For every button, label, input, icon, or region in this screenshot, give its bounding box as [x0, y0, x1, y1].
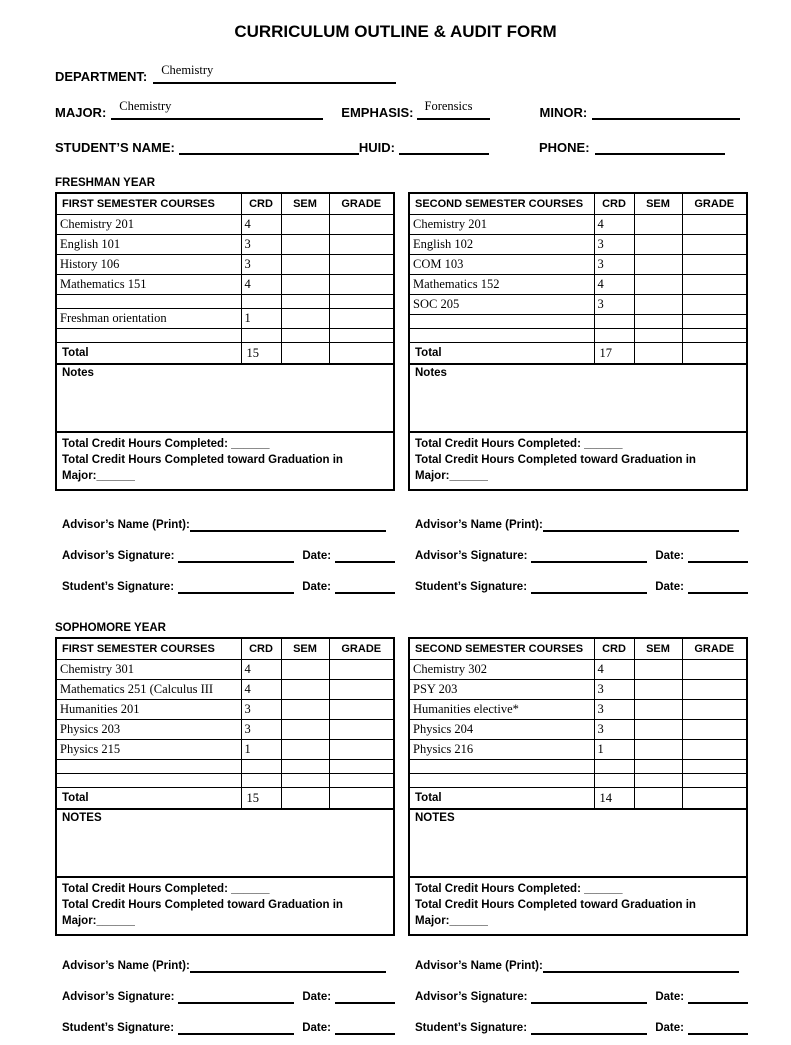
column-header-grade: GRADE [329, 639, 393, 660]
sem-cell [281, 760, 329, 774]
course-cell: SOC 205 [410, 295, 594, 315]
table-row [57, 309, 393, 329]
course-cell: Chemistry 302 [410, 660, 594, 680]
sem-cell [634, 788, 682, 809]
crd-cell [594, 774, 634, 788]
sophomore-section [55, 622, 748, 1045]
date-line [335, 1021, 395, 1035]
credit-line: Total Credit Hours Completed toward Graduation in [62, 454, 343, 466]
advisor-name-row [62, 952, 395, 973]
table-row [410, 660, 746, 680]
course-cell [410, 315, 594, 329]
course-cell: Mathematics 151 [57, 275, 241, 295]
course-cell [57, 774, 241, 788]
advisor-name-row [62, 511, 395, 532]
column-header-courses: SECOND SEMESTER COURSES [410, 194, 594, 215]
sem-cell [634, 760, 682, 774]
phone-line [595, 133, 725, 155]
emphasis-line [417, 98, 490, 120]
advisor-signature-label: Advisor’s Signature: [62, 991, 175, 1003]
table-row [410, 700, 746, 720]
crd-cell: 3 [594, 235, 634, 255]
table-row-blank [410, 329, 746, 343]
course-cell: Physics 216 [410, 740, 594, 760]
crd-cell [241, 295, 281, 309]
notes-label: Notes [415, 367, 447, 379]
date-line [688, 549, 748, 563]
crd-cell: 4 [241, 680, 281, 700]
table-row [410, 740, 746, 760]
date-label: Date: [655, 550, 685, 562]
total-crd-cell: 15 [241, 788, 281, 809]
table-row-blank [57, 329, 393, 343]
crd-cell: 1 [241, 740, 281, 760]
signature-block [408, 511, 748, 604]
grade-cell [329, 760, 393, 774]
advisor-name-line [190, 959, 386, 973]
advisor-name-line [543, 959, 739, 973]
credit-line: Total Credit Hours Completed toward Graduation in [62, 899, 343, 911]
crd-cell: 3 [594, 255, 634, 275]
sem-cell [634, 740, 682, 760]
crd-cell: 4 [594, 215, 634, 235]
sem-cell [634, 315, 682, 329]
department-row [55, 62, 748, 84]
crd-cell: 3 [594, 295, 634, 315]
total-crd-cell: 17 [594, 343, 634, 364]
advisor-name-label: Advisor’s Name (Print): [62, 519, 190, 531]
sem-cell [634, 235, 682, 255]
course-cell [410, 774, 594, 788]
grade-cell [682, 235, 746, 255]
table-row [57, 660, 393, 680]
grade-cell [682, 215, 746, 235]
grade-cell [329, 343, 393, 364]
table-row-blank [410, 315, 746, 329]
student-signature-line [531, 580, 647, 594]
freshman-tables-row [55, 192, 748, 491]
grade-cell [682, 760, 746, 774]
credit-line: Total Credit Hours Completed: ______ [415, 883, 623, 895]
crd-cell [241, 760, 281, 774]
credit-line: Major:______ [62, 915, 135, 927]
grade-cell [329, 215, 393, 235]
column-header-sem: SEM [634, 639, 682, 660]
sem-cell [281, 788, 329, 809]
student-signature-line [531, 1021, 647, 1035]
crd-cell [241, 774, 281, 788]
sem-cell [281, 255, 329, 275]
total-label-cell: Total [57, 788, 241, 809]
sem-cell [281, 720, 329, 740]
notes-box [57, 363, 393, 431]
table-row [57, 215, 393, 235]
crd-cell: 3 [594, 680, 634, 700]
course-cell: Humanities 201 [57, 700, 241, 720]
student-signature-line [178, 580, 294, 594]
date-label: Date: [302, 581, 331, 593]
grade-cell [329, 309, 393, 329]
freshman-second-semester-table [408, 192, 748, 491]
course-cell: Chemistry 301 [57, 660, 241, 680]
credit-hours-box [57, 431, 393, 489]
major-row [55, 98, 748, 120]
grade-cell [329, 788, 393, 809]
credit-line: Total Credit Hours Completed toward Graduation in [415, 454, 696, 466]
crd-cell: 3 [594, 720, 634, 740]
freshman-year-label: FRESHMAN YEAR [55, 177, 156, 189]
notes-box [410, 363, 746, 431]
credit-hours-box [410, 431, 746, 489]
grade-cell [329, 740, 393, 760]
table-row-blank [57, 760, 393, 774]
advisor-name-label: Advisor’s Name (Print): [415, 519, 543, 531]
sophomore-first-semester-table [55, 637, 395, 936]
advisor-signature-label: Advisor’s Signature: [415, 991, 528, 1003]
course-cell: PSY 203 [410, 680, 594, 700]
crd-cell: 4 [241, 275, 281, 295]
sophomore-year-label: SOPHOMORE YEAR [55, 622, 166, 634]
sem-cell [281, 680, 329, 700]
credit-hours-box [57, 876, 393, 934]
freshman-signatures-row [55, 511, 748, 604]
crd-cell [594, 329, 634, 343]
grade-cell [682, 740, 746, 760]
grade-cell [682, 774, 746, 788]
crd-cell: 4 [594, 275, 634, 295]
credit-line: Major:______ [415, 470, 488, 482]
advisor-signature-line [531, 990, 647, 1004]
course-cell: Freshman orientation [57, 309, 241, 329]
date-label: Date: [302, 991, 332, 1003]
notes-label: Notes [62, 367, 94, 379]
advisor-name-label: Advisor’s Name (Print): [62, 960, 190, 972]
notes-label: NOTES [415, 812, 455, 824]
grade-cell [682, 275, 746, 295]
total-row [410, 788, 746, 809]
table-row-blank [57, 774, 393, 788]
grade-cell [682, 788, 746, 809]
total-row [57, 343, 393, 364]
student-signature-row [415, 1014, 748, 1035]
student-signature-row [415, 573, 748, 594]
sem-cell [634, 255, 682, 275]
course-cell [410, 329, 594, 343]
course-cell: Chemistry 201 [410, 215, 594, 235]
total-crd-cell: 15 [241, 343, 281, 364]
sem-cell [281, 275, 329, 295]
grade-cell [682, 680, 746, 700]
sophomore-signatures-row [55, 952, 748, 1045]
crd-cell: 3 [241, 255, 281, 275]
advisor-signature-label: Advisor’s Signature: [415, 550, 528, 562]
student-signature-label: Student’s Signature: [62, 581, 175, 593]
course-cell: Physics 204 [410, 720, 594, 740]
student-signature-label: Student’s Signature: [415, 581, 528, 593]
date-label: Date: [302, 550, 332, 562]
column-header-grade: GRADE [329, 194, 393, 215]
minor-label: MINOR: [539, 105, 588, 120]
course-cell [57, 329, 241, 343]
table-row-blank [57, 295, 393, 309]
course-cell: COM 103 [410, 255, 594, 275]
total-row [57, 788, 393, 809]
notes-box [410, 808, 746, 876]
page-title: CURRICULUM OUTLINE & AUDIT FORM [234, 22, 557, 41]
advisor-name-line [543, 518, 739, 532]
grade-cell [682, 343, 746, 364]
advisor-signature-row [62, 542, 395, 563]
credit-line: Major:______ [62, 470, 135, 482]
table-row [410, 255, 746, 275]
header-row [57, 194, 393, 215]
huid-line [399, 133, 489, 155]
column-header-courses: SECOND SEMESTER COURSES [410, 639, 594, 660]
grade-cell [682, 295, 746, 315]
credit-line: Major:______ [415, 915, 488, 927]
notes-box [57, 808, 393, 876]
crd-cell: 4 [594, 660, 634, 680]
advisor-signature-row [415, 542, 748, 563]
table-row [57, 720, 393, 740]
sem-cell [634, 275, 682, 295]
emphasis-value: Forensics [424, 99, 473, 113]
grade-cell [682, 329, 746, 343]
sem-cell [634, 700, 682, 720]
student-name-line [179, 133, 359, 155]
column-header-courses: FIRST SEMESTER COURSES [57, 639, 241, 660]
grade-cell [682, 315, 746, 329]
credit-line: Total Credit Hours Completed: ______ [62, 438, 270, 450]
credit-line: Total Credit Hours Completed toward Graduation in [415, 899, 696, 911]
advisor-name-row [415, 952, 748, 973]
header-row [410, 639, 746, 660]
sem-cell [281, 295, 329, 309]
sem-cell [634, 215, 682, 235]
crd-cell: 1 [241, 309, 281, 329]
course-cell: Humanities elective* [410, 700, 594, 720]
crd-cell: 3 [594, 700, 634, 720]
column-header-sem: SEM [281, 194, 329, 215]
date-label: Date: [655, 991, 685, 1003]
table-row [410, 295, 746, 315]
student-name-label: STUDENT’S NAME: [55, 140, 175, 155]
sem-cell [281, 700, 329, 720]
sem-cell [281, 329, 329, 343]
student-row [55, 133, 748, 155]
advisor-signature-label: Advisor’s Signature: [62, 550, 175, 562]
freshman-section [55, 177, 748, 604]
sem-cell [634, 660, 682, 680]
crd-cell: 3 [241, 700, 281, 720]
grade-cell [329, 774, 393, 788]
date-line [335, 990, 395, 1004]
grade-cell [329, 660, 393, 680]
course-cell: Chemistry 201 [57, 215, 241, 235]
header-row [57, 639, 393, 660]
phone-label: PHONE: [539, 140, 590, 155]
date-line [688, 1021, 748, 1035]
course-cell: English 102 [410, 235, 594, 255]
grade-cell [682, 700, 746, 720]
grade-cell [329, 235, 393, 255]
column-header-crd: CRD [594, 639, 634, 660]
major-value: Chemistry [119, 99, 172, 113]
sophomore-second-semester-table [408, 637, 748, 936]
department-value: Chemistry [161, 63, 214, 77]
course-cell: History 106 [57, 255, 241, 275]
advisor-signature-line [531, 549, 647, 563]
grade-cell [682, 255, 746, 275]
sem-cell [281, 309, 329, 329]
advisor-name-line [190, 518, 386, 532]
column-header-sem: SEM [281, 639, 329, 660]
grade-cell [329, 295, 393, 309]
credit-line: Total Credit Hours Completed: ______ [415, 438, 623, 450]
column-header-crd: CRD [594, 194, 634, 215]
column-header-crd: CRD [241, 194, 281, 215]
course-cell: Physics 215 [57, 740, 241, 760]
advisor-signature-row [62, 983, 395, 1004]
sem-cell [634, 720, 682, 740]
advisor-signature-row [415, 983, 748, 1004]
table-row [57, 255, 393, 275]
credit-hours-box [410, 876, 746, 934]
column-header-grade: GRADE [682, 194, 746, 215]
minor-line [592, 98, 740, 120]
date-line [335, 549, 395, 563]
advisor-signature-line [178, 549, 294, 563]
header-row [410, 194, 746, 215]
total-row [410, 343, 746, 364]
department-label: DEPARTMENT: [55, 69, 148, 84]
date-label: Date: [302, 1022, 331, 1034]
course-cell [410, 760, 594, 774]
student-signature-line [178, 1021, 294, 1035]
sem-cell [634, 329, 682, 343]
column-header-courses: FIRST SEMESTER COURSES [57, 194, 241, 215]
sem-cell [634, 295, 682, 315]
crd-cell: 1 [594, 740, 634, 760]
course-cell [57, 295, 241, 309]
student-signature-row [62, 573, 395, 594]
advisor-signature-line [178, 990, 294, 1004]
crd-cell: 3 [241, 235, 281, 255]
course-cell: Mathematics 152 [410, 275, 594, 295]
grade-cell [682, 660, 746, 680]
freshman-first-semester-table [55, 192, 395, 491]
sem-cell [281, 343, 329, 364]
grade-cell [682, 720, 746, 740]
sem-cell [281, 740, 329, 760]
column-header-crd: CRD [241, 639, 281, 660]
crd-cell [594, 760, 634, 774]
student-signature-row [62, 1014, 395, 1035]
total-label-cell: Total [410, 343, 594, 364]
notes-label: NOTES [62, 812, 102, 824]
table-row [410, 680, 746, 700]
grade-cell [329, 680, 393, 700]
date-line [688, 580, 748, 594]
table-row [57, 680, 393, 700]
course-cell: Physics 203 [57, 720, 241, 740]
table-row-blank [410, 760, 746, 774]
course-cell: English 101 [57, 235, 241, 255]
course-cell: Mathematics 251 (Calculus III [57, 680, 241, 700]
sem-cell [281, 774, 329, 788]
emphasis-label: EMPHASIS: [341, 105, 414, 120]
advisor-name-label: Advisor’s Name (Print): [415, 960, 543, 972]
table-row [410, 720, 746, 740]
table-row [410, 275, 746, 295]
table-row [57, 740, 393, 760]
table-row [57, 235, 393, 255]
course-cell [57, 760, 241, 774]
date-label: Date: [655, 1022, 684, 1034]
department-line [153, 62, 396, 84]
sem-cell [634, 774, 682, 788]
crd-cell [241, 329, 281, 343]
table-row [410, 235, 746, 255]
advisor-name-row [415, 511, 748, 532]
grade-cell [329, 255, 393, 275]
signature-block [55, 511, 395, 604]
signature-block [55, 952, 395, 1045]
column-header-grade: GRADE [682, 639, 746, 660]
major-line [111, 98, 323, 120]
crd-cell: 3 [241, 720, 281, 740]
huid-label: HUID: [358, 140, 395, 155]
column-header-sem: SEM [634, 194, 682, 215]
total-label-cell: Total [410, 788, 594, 809]
crd-cell: 4 [241, 660, 281, 680]
grade-cell [329, 275, 393, 295]
credit-line: Total Credit Hours Completed: ______ [62, 883, 270, 895]
total-crd-cell: 14 [594, 788, 634, 809]
grade-cell [329, 329, 393, 343]
table-row [410, 215, 746, 235]
sem-cell [634, 343, 682, 364]
total-label-cell: Total [57, 343, 241, 364]
sem-cell [281, 215, 329, 235]
table-row [57, 700, 393, 720]
crd-cell: 4 [241, 215, 281, 235]
sem-cell [634, 680, 682, 700]
student-signature-label: Student’s Signature: [62, 1022, 175, 1034]
table-row [57, 275, 393, 295]
grade-cell [329, 700, 393, 720]
grade-cell [329, 720, 393, 740]
sem-cell [281, 660, 329, 680]
date-line [335, 580, 395, 594]
sophomore-tables-row [55, 637, 748, 936]
major-label: MAJOR: [55, 105, 107, 120]
student-signature-label: Student’s Signature: [415, 1022, 528, 1034]
date-label: Date: [655, 581, 684, 593]
date-line [688, 990, 748, 1004]
crd-cell [594, 315, 634, 329]
sem-cell [281, 235, 329, 255]
signature-block [408, 952, 748, 1045]
table-row-blank [410, 774, 746, 788]
